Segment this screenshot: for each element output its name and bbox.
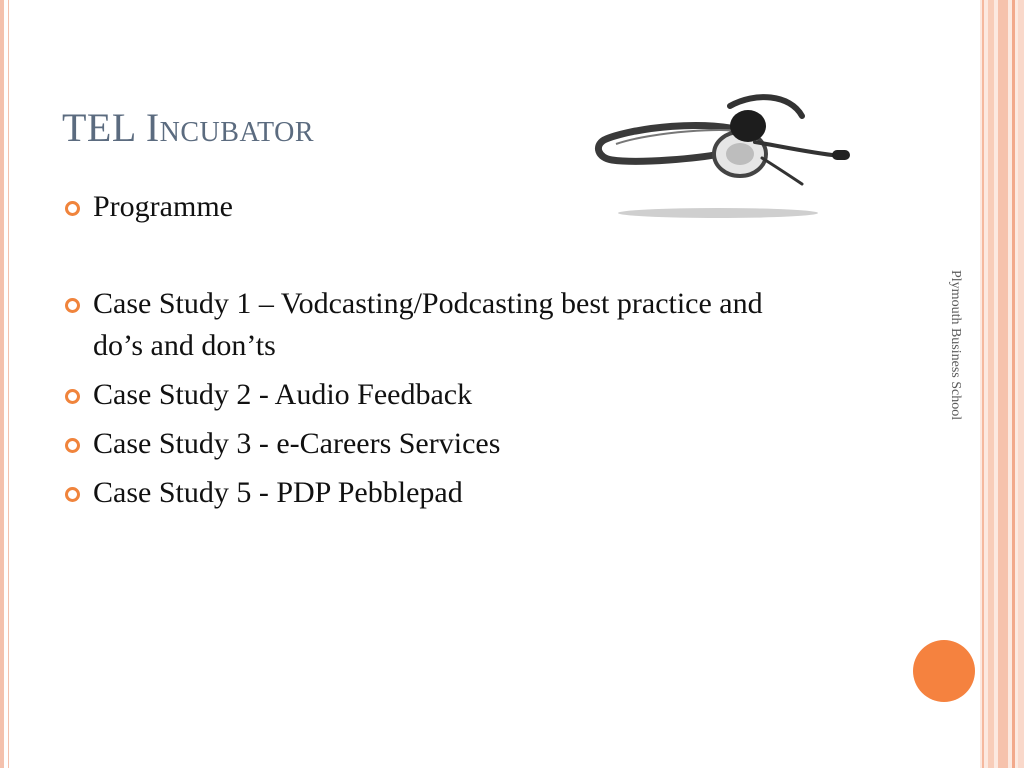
list-item <box>62 186 802 228</box>
bullet-list <box>62 186 802 514</box>
right-border-line <box>1012 0 1015 768</box>
right-border-line <box>982 0 984 768</box>
footer-side-text: Plymouth Business School <box>948 270 963 421</box>
slide-title <box>62 104 314 151</box>
title-sub: Incubator <box>145 105 315 150</box>
bullet-icon <box>65 298 80 313</box>
bullet-icon <box>65 438 80 453</box>
list-item <box>62 283 802 367</box>
left-border-stripe <box>0 0 4 768</box>
bullet-icon <box>65 487 80 502</box>
bullet-text: Case Study 3 - e-Careers Services <box>93 427 501 460</box>
bullet-text: Case Study 1 – Vodcasting/Podcasting best practice and do’s and don’ts <box>93 287 763 362</box>
bullet-text: Case Study 2 - Audio Feedback <box>93 378 473 411</box>
accent-dot <box>913 640 975 702</box>
bullet-text: Programme <box>93 190 233 223</box>
right-border-line <box>998 0 1008 768</box>
bullet-icon <box>65 201 80 216</box>
right-border-line <box>988 0 994 768</box>
title-main: TEL <box>62 105 136 150</box>
bullet-text: Case Study 5 - PDP Pebblepad <box>93 476 463 509</box>
right-border-line <box>1018 0 1024 768</box>
spacer <box>62 228 802 283</box>
list-item <box>62 472 802 514</box>
left-border-line <box>8 0 9 768</box>
bullet-icon <box>65 389 80 404</box>
list-item <box>62 374 802 416</box>
list-item <box>62 423 802 465</box>
